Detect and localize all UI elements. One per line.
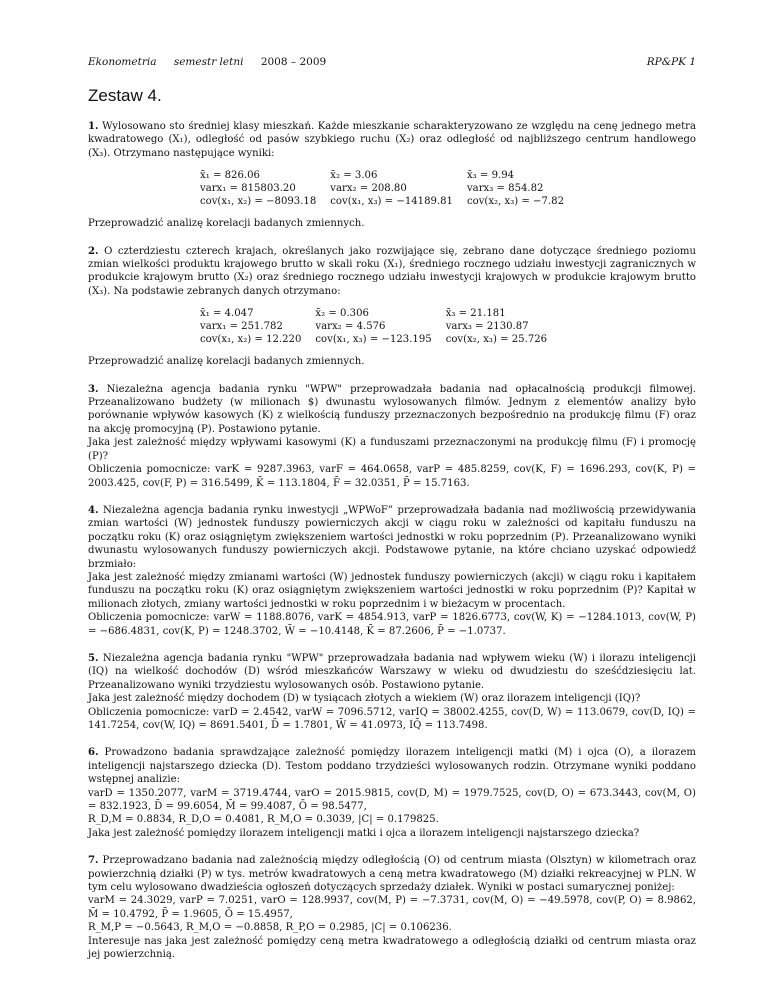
problem-7 — [88, 854, 696, 961]
problem-text — [88, 652, 696, 692]
statistic-cell: cov(x₁, x₃) = −123.195 — [315, 334, 432, 346]
problem-line: varM = 24.3029, varP = 7.0251, varO = 128.9937, cov(M, P) = −7.3731, cov(M, O) = −49.5978, cov(P, O) = 8.9862, M̄ = 10.4792, P̄ = 1.9605, Ō = 15.4957, — [88, 895, 696, 920]
problem-text — [88, 120, 696, 160]
problem-line: Obliczenia pomocnicze: varW = 1188.8076, varK = 4854.913, varP = 1826.6773, cov(W, K) = −1284.1013, cov(W, P) = −686.4831, cov(K, P) = 1248.3702, W̄ = −10.4148, K̄ = 87.2606, P̄ = −1.0737. — [88, 612, 696, 637]
statistic-cell: cov(x₂, x₃) = −7.82 — [466, 196, 564, 208]
statistic-cell: cov(x₁, x₃) = −14189.81 — [330, 196, 453, 208]
statistic-cell: varx₃ = 2130.87 — [445, 321, 529, 333]
problem-2 — [88, 245, 696, 369]
statistics-row — [200, 307, 561, 320]
statistic-cell: varx₂ = 208.80 — [330, 183, 407, 195]
running-header — [88, 56, 696, 68]
problem-number: 1. — [88, 121, 99, 132]
statistic-cell: x̄₂ = 3.06 — [330, 170, 378, 182]
problem-number: 7. — [88, 855, 99, 867]
statistics-table — [200, 307, 561, 346]
problem-number: 4. — [88, 504, 99, 516]
problem-line: Jaka jest zależność między wpływami kasowymi (K) a funduszami przeznaczonymi na produkcję filmu (F) i promocję (P)? — [88, 437, 696, 462]
statistic-cell: x̄₃ = 9.94 — [466, 170, 515, 182]
problem-1 — [88, 120, 696, 231]
authors-label: RP&PK 1 — [646, 56, 696, 68]
document-page — [88, 56, 696, 962]
statistics-table — [200, 169, 578, 208]
problem-statement: Wylosowano sto średniej klasy mieszkań. Każde mieszkanie scharakteryzowano ze względu na cenę jednego metra kwadratowego (X₁), odległość od pasów szybkiego ruchu (X₂) oraz odległość od najbliższego centrum handlowego (X₃). Otrzymano następujące wyniki: — [88, 121, 696, 159]
statistic-cell: varx₁ = 815803.20 — [200, 183, 296, 195]
statistic-cell: cov(x₁, x₂) = 12.220 — [200, 334, 302, 346]
header-left — [88, 56, 340, 68]
semester-label: semestr letni — [173, 56, 244, 68]
statistics-row — [200, 182, 578, 195]
statistic-cell: cov(x₂, x₃) = 25.726 — [445, 334, 548, 346]
statistic-cell: x̄₃ = 21.181 — [445, 308, 506, 320]
statistics-row — [200, 195, 578, 208]
statistics-row — [200, 320, 561, 333]
problem-line: R_M,P = −0.5643, R_M,O = −0.8858, R_P,O = 0.2985, |C| = 0.106236. — [88, 922, 452, 934]
problem-number: 3. — [88, 383, 99, 395]
problem-statement: Przeprowadzano badania nad zależnością między odległością (O) od centrum miasta (Olsztyn) w kilometrach oraz powierzchnią działki (P) w tys. metrów kwadratowych a ceną metra kwadratowego (M) działki rekreacyjnej w PLN. W tym celu wylosowano dwadzieścia ogłoszeń dotyczących sprzedaży działek. Wyniki w postaci sumarycznej poniżej: — [88, 855, 696, 894]
statistic-cell: x̄₁ = 4.047 — [200, 308, 254, 320]
statistic-cell: cov(x₁, x₂) = −8093.18 — [200, 196, 317, 208]
problem-line: Jaka jest zależność między dochodem (D) w tysiącach złotych a wiekiem (W) oraz ilorazem inteligencji (IQ)? — [88, 693, 641, 705]
problem-line: varD = 1350.2077, varM = 3719.4744, varO = 2015.9815, cov(D, M) = 1979.7525, cov(D, O) = 673.3443, cov(M, O) = 832.1923, D̄ = 99.6054, M̄ = 99.4087, Ō = 98.5477, — [88, 787, 696, 813]
page-title: Zestaw 4. — [88, 86, 162, 105]
problem-list — [88, 120, 696, 962]
problem-text — [88, 383, 696, 437]
problem-task: Przeprowadzić analizę korelacji badanych zmiennych. — [88, 218, 365, 230]
problem-line: Obliczenia pomocnicze: varK = 9287.3963, varF = 464.0658, varP = 485.8259, cov(K, F) = 1696.293, cov(K, P) = 2003.425, cov(F, P) = 316.5499, K̄ = 113.1804, F̄ = 32.0351, P̄ = 15.7163. — [88, 464, 696, 489]
problem-5 — [88, 652, 696, 732]
statistic-cell: varx₁ = 251.782 — [200, 321, 283, 333]
problem-statement: Niezależna agencja badania rynku inwestycji „WPWoF” przeprowadzała badania nad możliwością przewidywania zmian wartości (W) jednostek funduszy powierniczych akcji w ciągu roku w zależności od kapitału funduszu na początku roku (K) oraz osiągniętym zwiększeniem wartości jednostki w roku poprzednim (P). Przeanalizowano wyniki dwunastu wylosowanych funduszy powierniczych akcji. Podstawowe pytanie, na które chciano uzyskać odpowiedź brzmiało: — [88, 504, 696, 570]
problem-line: Jaka jest zależność pomiędzy ilorazem inteligencji matki i ojca a ilorazem inteligencji najstarszego dziecka? — [88, 827, 640, 839]
problem-text — [88, 854, 696, 894]
statistic-cell: x̄₁ = 826.06 — [200, 170, 260, 182]
problem-line: Obliczenia pomocnicze: varD = 2.4542, varW = 7096.5712, varIQ = 38002.4255, cov(D, W) = 113.0679, cov(D, IQ) = 141.7254, cov(W, IQ) = 8691.5401, D̄ = 1.7801, W̄ = 41.0973, IQ̄ = 113.7498. — [88, 706, 696, 731]
problem-line: Jaka jest zależność między zmianami wartości (W) jednostek funduszy powierniczych (akcji) w ciągu roku i kapitałem funduszu na początku roku (K) oraz osiągniętym zwiększeniem wartości jednostki w roku poprzednim (P)? Kapitał w milionach złotych, zmiany wartości jednostki w roku poprzednim i w bieżacym w procentach. — [88, 571, 696, 610]
problem-statement: O czterdziestu czterech krajach, określanych jako rozwijające się, zebrano dane dotyczące średniego poziomu zmian wielkości produktu krajowego brutto w skali roku (X₁), średniego rocznego udziału inwestycji zagranicznych w produkcie krajowym brutto (X₂) oraz średniego rocznego udziału inwestycji krajowych w produkcie krajowym brutto (X₃). Na podstawie zebranych danych otrzymano: — [88, 245, 696, 297]
statistic-cell: varx₃ = 854.82 — [466, 183, 544, 195]
problem-text — [88, 746, 696, 786]
problem-statement: Niezależna agencja badania rynku "WPW" przeprowadzała badania nad wpływem wieku (W) i ilorazu inteligencji (IQ) na wielkość dochodów (D) wśród mieszkańców Warszawy w wieku od dwudziestu do sześćdziesięciu lat. Przeanalizowano wyniki trzydziestu wylosowanych osób. Postawiono pytanie. — [88, 652, 696, 691]
statistic-cell: varx₂ = 4.576 — [315, 321, 386, 333]
problem-text — [88, 245, 696, 299]
problem-task: Przeprowadzić analizę korelacji badanych zmiennych. — [88, 356, 365, 368]
statistic-cell: x̄₂ = 0.306 — [315, 308, 369, 320]
problem-3 — [88, 383, 696, 490]
problem-line: Interesuje nas jaka jest zależność pomiędzy ceną metra kwadratowego a odległością działki od centrum miasta oraz jej powierzchnią. — [88, 935, 696, 961]
problem-number: 5. — [88, 652, 99, 664]
course-name: Ekonometria — [88, 56, 157, 68]
problem-number: 2. — [88, 245, 99, 257]
problem-6 — [88, 746, 696, 840]
statistics-row — [200, 169, 578, 182]
statistics-row — [200, 333, 561, 346]
problem-text — [88, 504, 696, 571]
academic-year: 2008 – 2009 — [260, 56, 327, 68]
problem-number: 6. — [88, 747, 99, 759]
problem-4 — [88, 504, 696, 638]
problem-statement: Prowadzono badania sprawdzające zależność pomiędzy ilorazem inteligencji matki (M) i ojca (O), a ilorazem inteligencji najstarszego dziecka (D). Testom poddano trzydzieści wylosowanych rodzin. Otrzymane wyniki poddano wstępnej analizie: — [88, 747, 696, 786]
problem-line: R_D,M = 0.8834, R_D,O = 0.4081, R_M,O = 0.3039, |C| = 0.179825. — [88, 814, 439, 826]
problem-statement: Niezależna agencja badania rynku "WPW" przeprowadzała badania nad opłacalnością produkcji filmowej. Przeanalizowano budżety (w milionach $) dwunastu wylosowanych filmów. Jednym z elementów analizy było porównanie wpływów kasowych (K) z wielkością funduszy przeznaczonych bezpośrednio na produkcję filmu (F) oraz na akcję promocyjną (P). Postawiono pytanie. — [88, 383, 696, 435]
